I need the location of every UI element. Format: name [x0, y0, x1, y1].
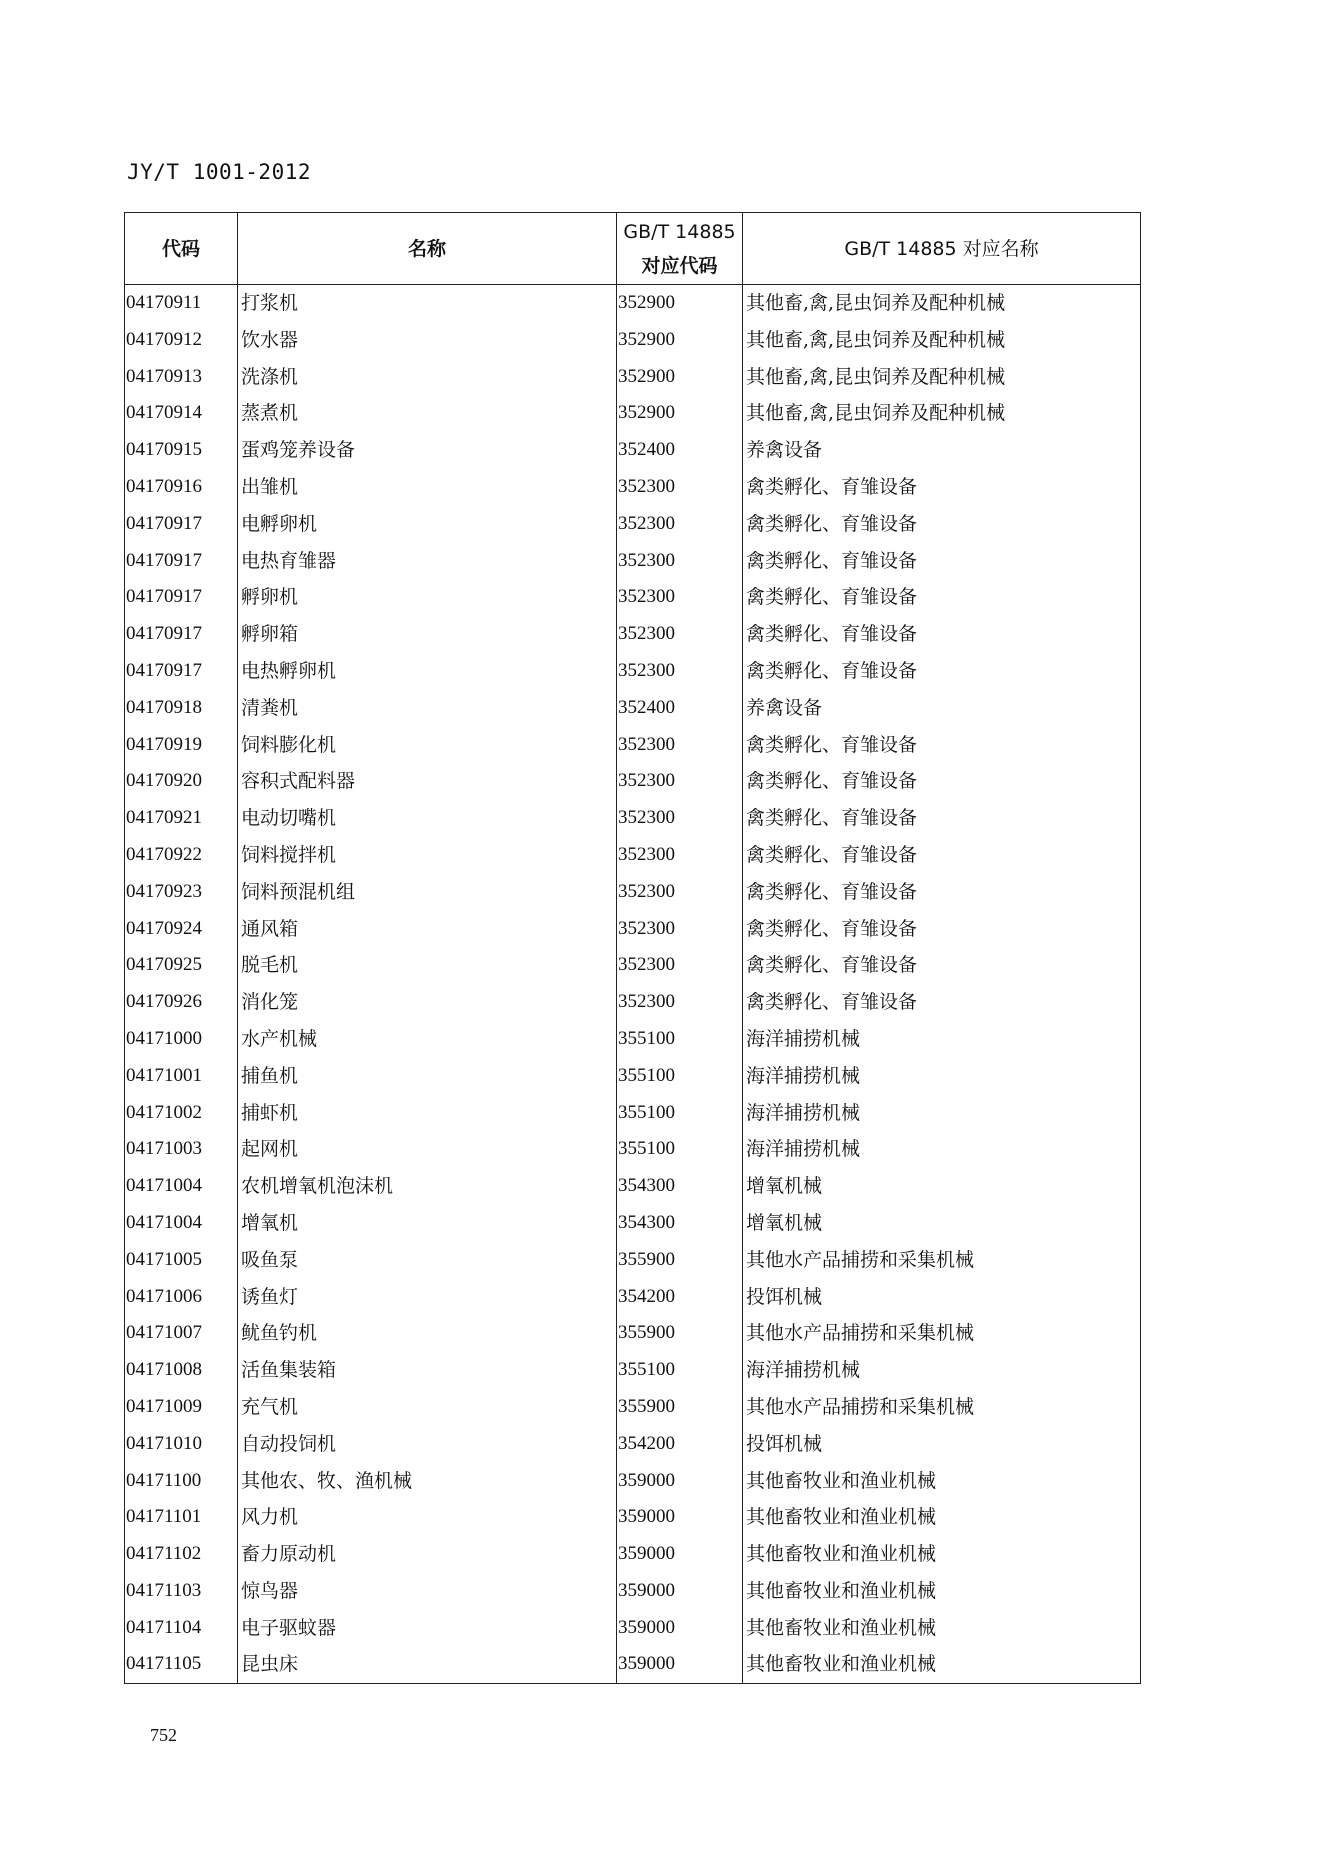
cell-code: 04170922: [125, 837, 238, 874]
cell-gb-code: 359000: [617, 1463, 743, 1500]
cell-name: 电热育雏器: [238, 543, 617, 580]
cell-gb-code: 352300: [617, 579, 743, 616]
cell-gb-name: 禽类孵化、育雏设备: [743, 837, 1141, 874]
cell-gb-name: 禽类孵化、育雏设备: [743, 984, 1141, 1021]
cell-gb-name: 其他畜,禽,昆虫饲养及配种机械: [743, 285, 1141, 322]
cell-code: 04171008: [125, 1352, 238, 1389]
cell-code: 04171007: [125, 1315, 238, 1352]
cell-gb-name: 禽类孵化、育雏设备: [743, 579, 1141, 616]
table-row: [125, 359, 1141, 396]
cell-code: 04170921: [125, 800, 238, 837]
cell-gb-name: 禽类孵化、育雏设备: [743, 874, 1141, 911]
cell-name: 打浆机: [238, 285, 617, 322]
cell-code: 04171103: [125, 1573, 238, 1610]
cell-name: 通风箱: [238, 911, 617, 948]
cell-code: 04170916: [125, 469, 238, 506]
table-row: [125, 1131, 1141, 1168]
cell-gb-name: 其他畜,禽,昆虫饲养及配种机械: [743, 395, 1141, 432]
table-row: [125, 1058, 1141, 1095]
cell-code: 04170925: [125, 947, 238, 984]
cell-gb-code: 355900: [617, 1389, 743, 1426]
cell-name: 农机增氧机泡沫机: [238, 1168, 617, 1205]
cell-gb-code: 352900: [617, 395, 743, 432]
cell-name: 孵卵机: [238, 579, 617, 616]
cell-name: 洗涤机: [238, 359, 617, 396]
header-code: 代码: [125, 213, 238, 285]
table-row: [125, 543, 1141, 580]
cell-gb-name: 禽类孵化、育雏设备: [743, 616, 1141, 653]
cell-gb-code: 352300: [617, 653, 743, 690]
cell-code: 04171010: [125, 1426, 238, 1463]
page-number: 752: [150, 1725, 177, 1745]
cell-gb-code: 354300: [617, 1168, 743, 1205]
cell-gb-code: 355900: [617, 1242, 743, 1279]
cell-code: 04170915: [125, 432, 238, 469]
header-gb-name: GB/T 14885 对应名称: [743, 213, 1141, 285]
table-row: [125, 1242, 1141, 1279]
cell-gb-code: 359000: [617, 1610, 743, 1647]
cell-gb-name: 其他畜牧业和渔业机械: [743, 1646, 1141, 1683]
standard-header: JY/T 1001-2012: [127, 160, 312, 184]
header-gb-code-line2: 对应代码: [641, 254, 718, 277]
cell-name: 自动投饲机: [238, 1426, 617, 1463]
cell-gb-name: 禽类孵化、育雏设备: [743, 911, 1141, 948]
cell-gb-name: 增氧机械: [743, 1205, 1141, 1242]
cell-gb-name: 禽类孵化、育雏设备: [743, 947, 1141, 984]
table-row: [125, 800, 1141, 837]
cell-code: 04170917: [125, 543, 238, 580]
cell-name: 容积式配料器: [238, 763, 617, 800]
table-row: [125, 1315, 1141, 1352]
cell-code: 04171003: [125, 1131, 238, 1168]
cell-code: 04170917: [125, 579, 238, 616]
cell-gb-code: 355100: [617, 1352, 743, 1389]
cell-gb-code: 359000: [617, 1536, 743, 1573]
cell-gb-name: 海洋捕捞机械: [743, 1058, 1141, 1095]
cell-name: 饲料膨化机: [238, 727, 617, 764]
cell-code: 04170912: [125, 322, 238, 359]
cell-gb-name: 其他畜,禽,昆虫饲养及配种机械: [743, 322, 1141, 359]
cell-code: 04170913: [125, 359, 238, 396]
table-row: [125, 690, 1141, 727]
cell-gb-code: 354300: [617, 1205, 743, 1242]
cell-gb-name: 禽类孵化、育雏设备: [743, 506, 1141, 543]
cell-name: 蒸煮机: [238, 395, 617, 432]
cell-name: 吸鱼泵: [238, 1242, 617, 1279]
table-row: [125, 1426, 1141, 1463]
cell-gb-name: 其他畜牧业和渔业机械: [743, 1499, 1141, 1536]
table-row: [125, 837, 1141, 874]
cell-gb-name: 投饵机械: [743, 1426, 1141, 1463]
table-row: [125, 1536, 1141, 1573]
header-gb-code-line1: GB/T 14885: [623, 220, 736, 243]
cell-code: 04170917: [125, 653, 238, 690]
cell-gb-code: 355100: [617, 1058, 743, 1095]
cell-gb-name: 其他水产品捕捞和采集机械: [743, 1389, 1141, 1426]
cell-code: 04170919: [125, 727, 238, 764]
cell-name: 饲料预混机组: [238, 874, 617, 911]
cell-name: 出雏机: [238, 469, 617, 506]
cell-code: 04170918: [125, 690, 238, 727]
cell-name: 增氧机: [238, 1205, 617, 1242]
table-row: [125, 1205, 1141, 1242]
cell-code: 04170924: [125, 911, 238, 948]
cell-name: 充气机: [238, 1389, 617, 1426]
cell-gb-code: 352900: [617, 322, 743, 359]
cell-gb-code: 355100: [617, 1095, 743, 1132]
cell-code: 04171009: [125, 1389, 238, 1426]
cell-gb-code: 354200: [617, 1279, 743, 1316]
table-row: [125, 1573, 1141, 1610]
table-row: [125, 1352, 1141, 1389]
cell-name: 惊鸟器: [238, 1573, 617, 1610]
cell-name: 电热孵卵机: [238, 653, 617, 690]
cell-gb-name: 其他畜牧业和渔业机械: [743, 1610, 1141, 1647]
cell-name: 畜力原动机: [238, 1536, 617, 1573]
cell-name: 其他农、牧、渔机械: [238, 1463, 617, 1500]
cell-gb-name: 其他畜牧业和渔业机械: [743, 1573, 1141, 1610]
cell-gb-code: 352300: [617, 543, 743, 580]
table-row: [125, 653, 1141, 690]
cell-gb-code: 352300: [617, 800, 743, 837]
table-row: [125, 285, 1141, 322]
table-row: [125, 1168, 1141, 1205]
cell-name: 孵卵箱: [238, 616, 617, 653]
table-row: [125, 506, 1141, 543]
cell-gb-code: 359000: [617, 1573, 743, 1610]
cell-gb-name: 其他畜牧业和渔业机械: [743, 1463, 1141, 1500]
table-row: [125, 432, 1141, 469]
cell-name: 电孵卵机: [238, 506, 617, 543]
cell-code: 04170911: [125, 285, 238, 322]
cell-code: 04171105: [125, 1646, 238, 1683]
cell-code: 04171001: [125, 1058, 238, 1095]
cell-gb-name: 增氧机械: [743, 1168, 1141, 1205]
cell-name: 电子驱蚊器: [238, 1610, 617, 1647]
cell-name: 捕鱼机: [238, 1058, 617, 1095]
cell-gb-code: 352900: [617, 359, 743, 396]
cell-gb-code: 352400: [617, 690, 743, 727]
cell-code: 04171004: [125, 1168, 238, 1205]
table-header-row: [125, 213, 1141, 285]
cell-name: 脱毛机: [238, 947, 617, 984]
cell-gb-name: 海洋捕捞机械: [743, 1021, 1141, 1058]
cell-gb-name: 其他水产品捕捞和采集机械: [743, 1242, 1141, 1279]
cell-gb-code: 352300: [617, 763, 743, 800]
table-row: [125, 1095, 1141, 1132]
cell-name: 电动切嘴机: [238, 800, 617, 837]
cell-gb-code: 352300: [617, 506, 743, 543]
cell-code: 04171104: [125, 1610, 238, 1647]
table-row: [125, 395, 1141, 432]
table-row: [125, 1610, 1141, 1647]
cell-gb-name: 其他畜牧业和渔业机械: [743, 1536, 1141, 1573]
cell-gb-name: 禽类孵化、育雏设备: [743, 543, 1141, 580]
cell-name: 清粪机: [238, 690, 617, 727]
table-row: [125, 1279, 1141, 1316]
cell-name: 风力机: [238, 1499, 617, 1536]
cell-name: 水产机械: [238, 1021, 617, 1058]
cell-name: 起网机: [238, 1131, 617, 1168]
cell-code: 04171005: [125, 1242, 238, 1279]
cell-gb-name: 其他水产品捕捞和采集机械: [743, 1315, 1141, 1352]
table-row: [125, 579, 1141, 616]
cell-code: 04171100: [125, 1463, 238, 1500]
table-row: [125, 984, 1141, 1021]
cell-gb-name: 禽类孵化、育雏设备: [743, 469, 1141, 506]
cell-name: 活鱼集装箱: [238, 1352, 617, 1389]
table-row: [125, 469, 1141, 506]
cell-gb-name: 其他畜,禽,昆虫饲养及配种机械: [743, 359, 1141, 396]
cell-gb-name: 养禽设备: [743, 432, 1141, 469]
table-row: [125, 947, 1141, 984]
cell-gb-code: 355900: [617, 1315, 743, 1352]
cell-code: 04171102: [125, 1536, 238, 1573]
cell-code: 04170917: [125, 506, 238, 543]
cell-code: 04170917: [125, 616, 238, 653]
cell-code: 04171004: [125, 1205, 238, 1242]
table-row: [125, 874, 1141, 911]
cell-code: 04170914: [125, 395, 238, 432]
cell-gb-name: 海洋捕捞机械: [743, 1352, 1141, 1389]
cell-code: 04170923: [125, 874, 238, 911]
cell-code: 04170926: [125, 984, 238, 1021]
cell-gb-code: 359000: [617, 1499, 743, 1536]
cell-gb-code: 352300: [617, 984, 743, 1021]
cell-name: 鱿鱼钓机: [238, 1315, 617, 1352]
header-gb-code: [617, 213, 743, 285]
cell-name: 饮水器: [238, 322, 617, 359]
cell-gb-code: 352300: [617, 947, 743, 984]
cell-name: 消化笼: [238, 984, 617, 1021]
cell-name: 饲料搅拌机: [238, 837, 617, 874]
table-row: [125, 322, 1141, 359]
table-row: [125, 616, 1141, 653]
header-name: 名称: [238, 213, 617, 285]
equipment-code-table: [124, 212, 1140, 1684]
cell-gb-code: 355100: [617, 1131, 743, 1168]
table-row: [125, 763, 1141, 800]
cell-code: 04171000: [125, 1021, 238, 1058]
cell-gb-code: 354200: [617, 1426, 743, 1463]
cell-code: 04171002: [125, 1095, 238, 1132]
table-row: [125, 1021, 1141, 1058]
cell-gb-name: 禽类孵化、育雏设备: [743, 800, 1141, 837]
cell-gb-code: 352300: [617, 911, 743, 948]
table-row: [125, 1389, 1141, 1426]
table-row: [125, 1499, 1141, 1536]
cell-code: 04171006: [125, 1279, 238, 1316]
cell-gb-name: 禽类孵化、育雏设备: [743, 763, 1141, 800]
cell-gb-code: 352300: [617, 874, 743, 911]
cell-gb-name: 海洋捕捞机械: [743, 1095, 1141, 1132]
cell-gb-code: 352300: [617, 837, 743, 874]
table-row: [125, 727, 1141, 764]
cell-gb-code: 352400: [617, 432, 743, 469]
table-row: [125, 1646, 1141, 1683]
cell-name: 昆虫床: [238, 1646, 617, 1683]
cell-gb-code: 359000: [617, 1646, 743, 1683]
cell-gb-name: 禽类孵化、育雏设备: [743, 653, 1141, 690]
cell-gb-code: 352300: [617, 727, 743, 764]
cell-gb-name: 禽类孵化、育雏设备: [743, 727, 1141, 764]
cell-gb-code: 352300: [617, 616, 743, 653]
table-row: [125, 911, 1141, 948]
cell-gb-name: 海洋捕捞机械: [743, 1131, 1141, 1168]
cell-code: 04171101: [125, 1499, 238, 1536]
cell-gb-code: 355100: [617, 1021, 743, 1058]
cell-gb-name: 投饵机械: [743, 1279, 1141, 1316]
cell-code: 04170920: [125, 763, 238, 800]
cell-name: 捕虾机: [238, 1095, 617, 1132]
table-row: [125, 1463, 1141, 1500]
cell-name: 蛋鸡笼养设备: [238, 432, 617, 469]
cell-name: 诱鱼灯: [238, 1279, 617, 1316]
cell-gb-name: 养禽设备: [743, 690, 1141, 727]
cell-gb-code: 352300: [617, 469, 743, 506]
cell-gb-code: 352900: [617, 285, 743, 322]
